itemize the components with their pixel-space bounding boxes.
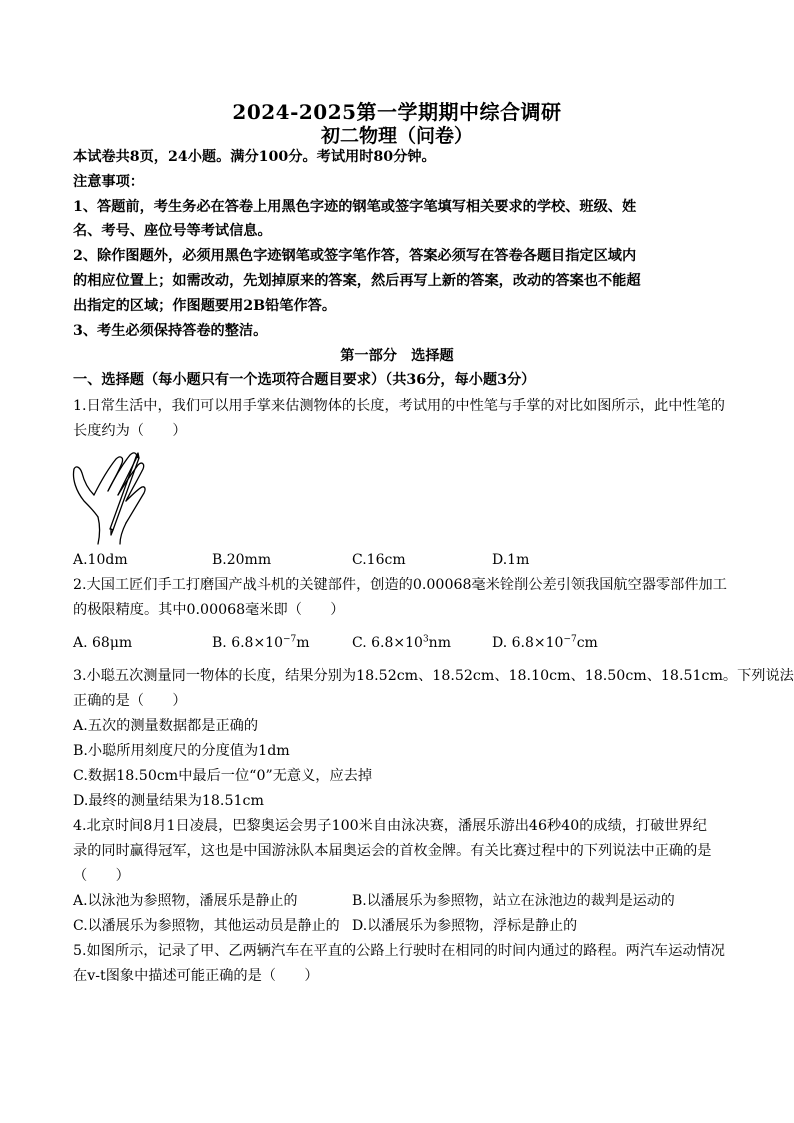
q3-stem-b: 正确的是（ ） — [73, 693, 187, 709]
q2-option-b — [212, 633, 310, 653]
q2-option-a: A. 68μm — [73, 635, 133, 651]
q1-option-d: D.1m — [492, 552, 530, 568]
q4-option-a: A.以泳池为参照物，潘展乐是静止的 — [73, 893, 298, 909]
q1-stem-b: 长度约为（ ） — [73, 423, 187, 439]
part-title: 第一部分 选择题 — [340, 348, 454, 364]
exam-info: 本试卷共8页，24小题。满分100分。考试用时80分钟。 — [73, 149, 436, 165]
q2-option-c — [352, 633, 451, 653]
note-2b: 的相应位置上；如需改动，先划掉原来的答案，然后再写上新的答案，改动的答案也不能超 — [73, 273, 641, 289]
note-1b: 名、考号、座位号等考试信息。 — [73, 223, 272, 239]
notes-title: 注意事项： — [73, 174, 144, 190]
section-heading: 一、选择题（每小题只有一个选项符合题目要求）（共36分，每小题3分） — [73, 372, 536, 388]
q4-option-c: C.以潘展乐为参照物，其他运动员是静止的 — [73, 918, 340, 934]
q2-option-d — [492, 633, 598, 653]
q2-option-b-base: B. 6.8×10 — [212, 635, 283, 651]
note-2c: 出指定的区域；作图题要用2B铅笔作答。 — [73, 298, 337, 314]
q5-stem-a: 5.如图所示，记录了甲、乙两辆汽车在平直的公路上行驶时在相同的时间内通过的路程。两汽车运动情况 — [73, 943, 725, 959]
q4-stem-c: （ ） — [73, 868, 130, 884]
q3-option-a: A.五次的测量数据都是正确的 — [73, 718, 259, 734]
q3-stem-a: 3.小聪五次测量同一物体的长度，结果分别为18.52cm、18.52cm、18.10cm、18.50cm、18.51cm。下列说法 — [73, 668, 794, 684]
hand-with-pen-icon — [70, 449, 148, 545]
q2-option-c-base: C. 6.8×10 — [352, 635, 423, 651]
q2-option-b-exp: −7 — [283, 634, 297, 645]
q4-option-b: B.以潘展乐为参照物，站立在泳池边的裁判是运动的 — [352, 893, 675, 909]
q2-option-d-unit: cm — [576, 635, 598, 651]
q1-option-c: C.16cm — [352, 552, 406, 568]
q2-option-c-exp: 3 — [422, 634, 429, 645]
q5-stem-b: 在v-t图象中描述可能正确的是（ ） — [73, 968, 319, 984]
q1-stem-a: 1.日常生活中，我们可以用手掌来估测物体的长度，考试用的中性笔与手掌的对比如图所示，此中性笔的 — [73, 398, 725, 414]
q4-stem-a: 4.北京时间8月1日凌晨，巴黎奥运会男子100米自由泳决赛，潘展乐游出46秒40的成绩，打破世界纪 — [73, 818, 707, 834]
note-1a: 1、答题前，考生务必在答卷上用黑色字迹的钢笔或签字笔填写相关要求的学校、班级、姓 — [73, 199, 637, 215]
q4-stem-b: 录的同时赢得冠军，这也是中国游泳队本届奥运会的首枚金牌。有关比赛过程中的下列说法中正确的是 — [73, 843, 712, 859]
q1-option-b: B.20mm — [212, 552, 272, 568]
q1-option-a: A.10dm — [73, 552, 128, 568]
note-3: 3、考生必须保持答卷的整洁。 — [73, 323, 268, 339]
q3-option-b: B.小聪所用刻度尺的分度值为1dm — [73, 743, 290, 759]
q2-option-c-unit: nm — [428, 635, 451, 651]
q2-option-d-base: D. 6.8×10 — [492, 635, 564, 651]
q3-option-c: C.数据18.50cm中最后一位“0”无意义，应去掉 — [73, 768, 373, 784]
note-2a: 2、除作图题外，必须用黑色字迹钢笔或签字笔作答，答案必须写在答卷各题目指定区域内 — [73, 248, 637, 264]
q2-stem-b: 的极限精度。其中0.00068毫米即（ ） — [73, 602, 345, 618]
exam-subtitle: 初二物理（问卷） — [320, 125, 473, 147]
exam-title: 2024-2025第一学期期中综合调研 — [232, 100, 562, 124]
q4-option-d: D.以潘展乐为参照物，浮标是静止的 — [352, 918, 578, 934]
q3-option-d: D.最终的测量结果为18.51cm — [73, 793, 264, 809]
q2-option-d-exp: −7 — [563, 634, 577, 645]
q2-option-b-unit: m — [296, 635, 310, 651]
q2-stem-a: 2.大国工匠们手工打磨国产战斗机的关键部件，创造的0.00068毫米铨削公差引领我国航空器零部件加工 — [73, 577, 727, 593]
